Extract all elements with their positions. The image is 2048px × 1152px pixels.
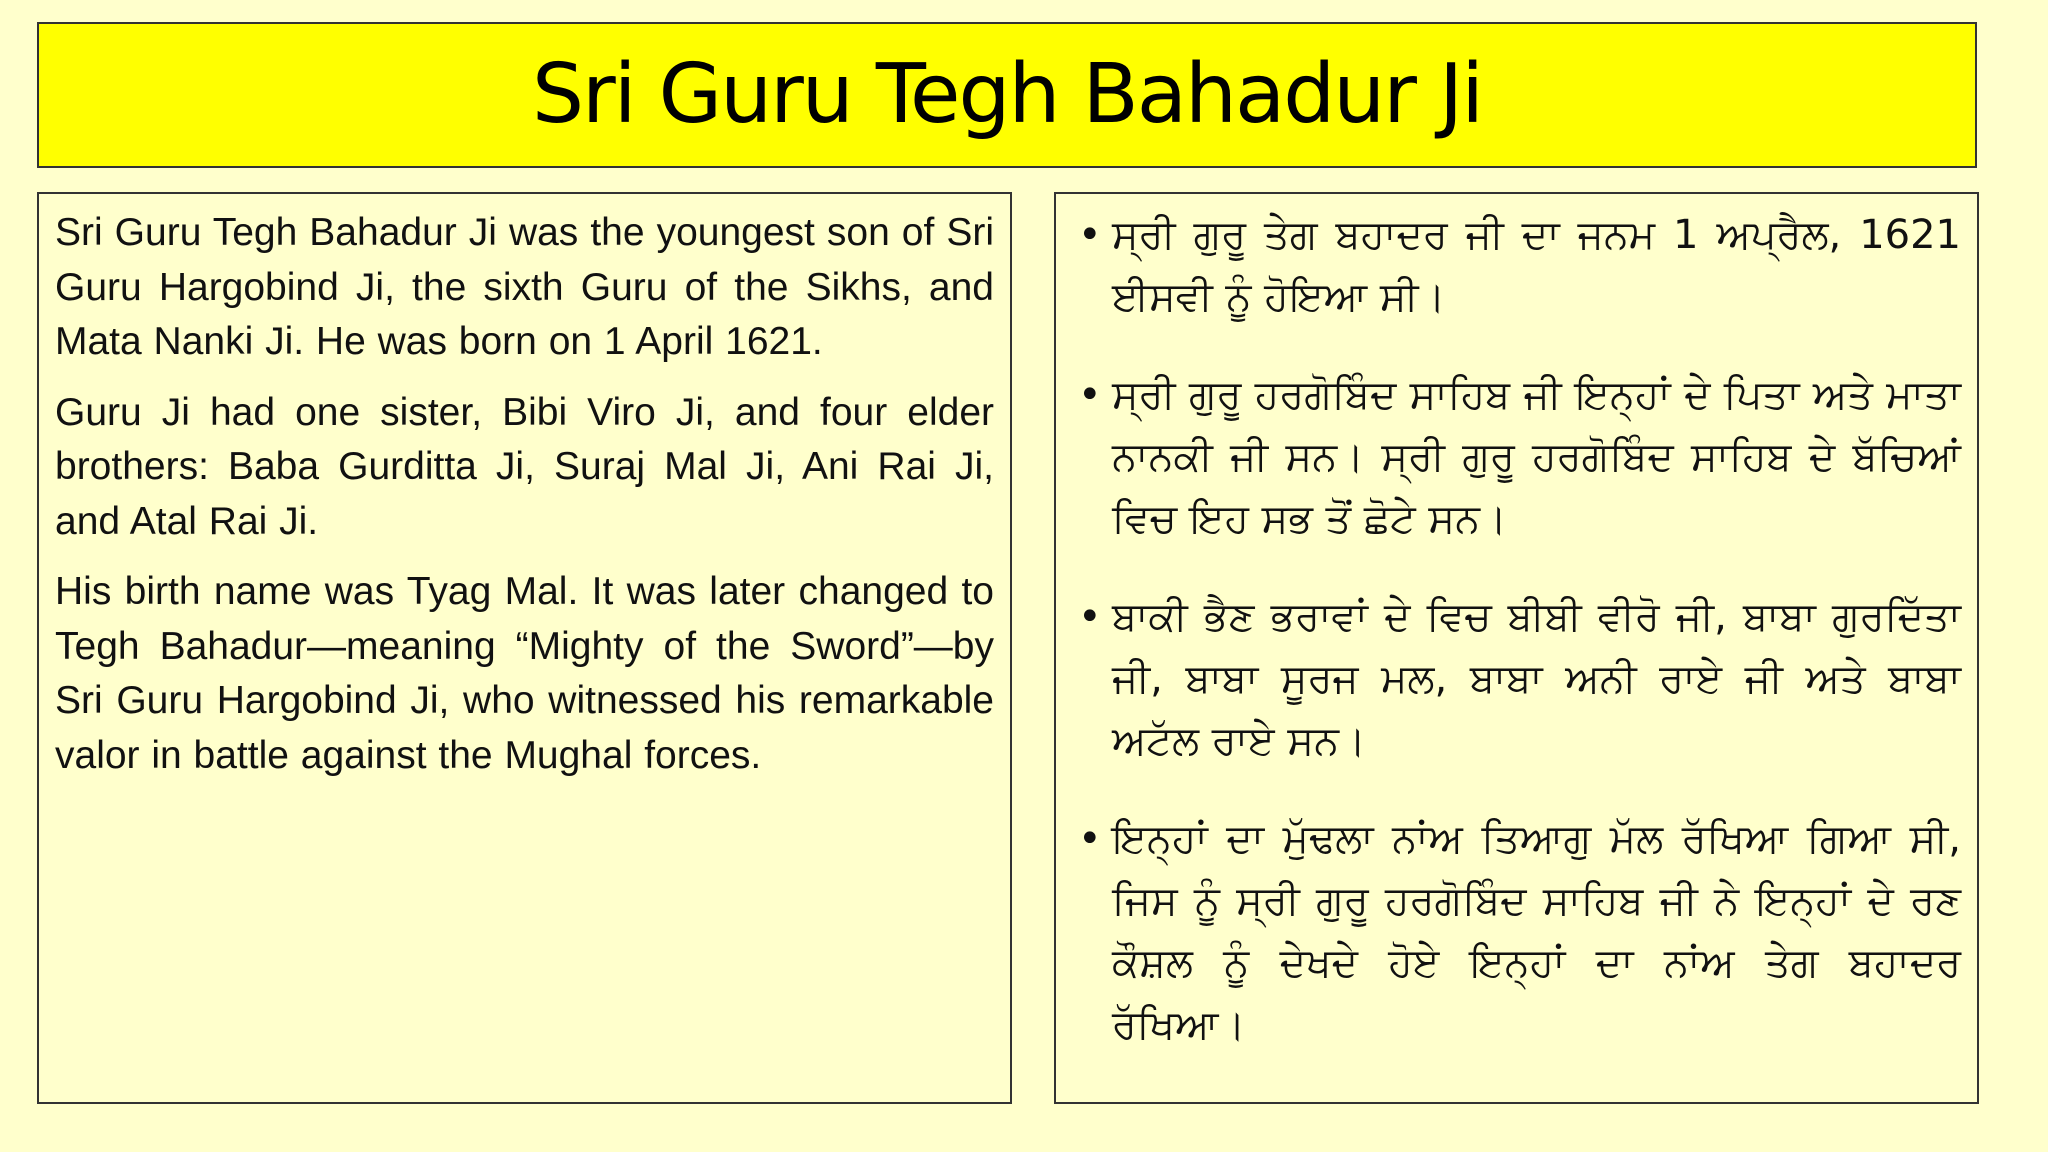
- slide-title: Sri Guru Tegh Bahadur Ji: [531, 47, 1483, 142]
- punjabi-bullet-list: [1072, 204, 1961, 1056]
- punjabi-bullet-text-3: ਬਾਕੀ ਭੈਣ ਭਰਾਵਾਂ ਦੇ ਵਿਚ ਬੀਬੀ ਵੀਰੋ ਜੀ, ਬਾਬਾ ਗੁਰਦਿੱਤਾ ਜੀ, ਬਾਬਾ ਸੂਰਜ ਮਲ, ਬਾਬਾ ਅਨੀ ਰਾਏ ਜੀ ਅਤੇ ਬਾਬਾ ਅਟੱਲ ਰਾਏ ਸਨ।: [1112, 594, 1961, 764]
- english-paragraph-2: Guru Ji had one sister, Bibi Viro Ji, and four elder brothers: Baba Gurditta Ji, Suraj Mal Ji, Ani Rai Ji, and Atal Rai Ji.: [55, 390, 994, 543]
- bullet-icon: •: [1078, 212, 1102, 258]
- punjabi-bullet-item-1: [1072, 204, 1961, 328]
- punjabi-bullet-item-3: [1072, 586, 1961, 772]
- title-banner: [37, 22, 1977, 168]
- punjabi-bullet-item-2: [1072, 364, 1961, 550]
- punjabi-text-panel: [1054, 192, 1979, 1104]
- punjabi-bullet-text-1: ਸ੍ਰੀ ਗੁਰੂ ਤੇਗ ਬਹਾਦਰ ਜੀ ਦਾ ਜਨਮ 1 ਅਪ੍ਰੈਲ, 1621 ਈਸਵੀ ਨੂੰ ਹੋਇਆ ਸੀ।: [1112, 212, 1961, 320]
- bullet-icon: •: [1078, 372, 1102, 418]
- punjabi-bullet-item-4: [1072, 808, 1961, 1056]
- bullet-icon: •: [1078, 816, 1102, 862]
- english-text-panel: [37, 192, 1012, 1104]
- english-paragraph-1: Sri Guru Tegh Bahadur Ji was the youngest son of Sri Guru Hargobind Ji, the sixth Guru of the Sikhs, and Mata Nanki Ji. He was born on 1 April 1621.: [55, 211, 994, 363]
- punjabi-bullet-text-2: ਸ੍ਰੀ ਗੁਰੂ ਹਰਗੋਬਿੰਦ ਸਾਹਿਬ ਜੀ ਇਨ੍ਹਾਂ ਦੇ ਪਿਤਾ ਅਤੇ ਮਾਤਾ ਨਾਨਕੀ ਜੀ ਸਨ। ਸ੍ਰੀ ਗੁਰੂ ਹਰਗੋਬਿੰਦ ਸਾਹਿਬ ਦੇ ਬੱਚਿਆਂ ਵਿਚ ਇਹ ਸਭ ਤੋਂ ਛੋਟੇ ਸਨ।: [1112, 372, 1961, 542]
- punjabi-bullet-text-4: ਇਨ੍ਹਾਂ ਦਾ ਮੁੱਢਲਾ ਨਾਂਅ ਤਿਆਗੁ ਮੱਲ ਰੱਖਿਆ ਗਿਆ ਸੀ, ਜਿਸ ਨੂੰ ਸ੍ਰੀ ਗੁਰੂ ਹਰਗੋਬਿੰਦ ਸਾਹਿਬ ਜੀ ਨੇ ਇਨ੍ਹਾਂ ਦੇ ਰਣ ਕੌਸ਼ਲ ਨੂੰ ਦੇਖਦੇ ਹੋਏ ਇਨ੍ਹਾਂ ਦਾ ਨਾਂਅ ਤੇਗ ਬਹਾਦਰ ਰੱਖਿਆ।: [1112, 816, 1961, 1048]
- bullet-icon: •: [1078, 594, 1102, 640]
- english-paragraph-3: His birth name was Tyag Mal. It was later changed to Tegh Bahadur—meaning “Mighty of the Sword”—by Sri Guru Hargobind Ji, who witnessed his remarkable valor in battle against the Mughal forces.: [55, 570, 994, 777]
